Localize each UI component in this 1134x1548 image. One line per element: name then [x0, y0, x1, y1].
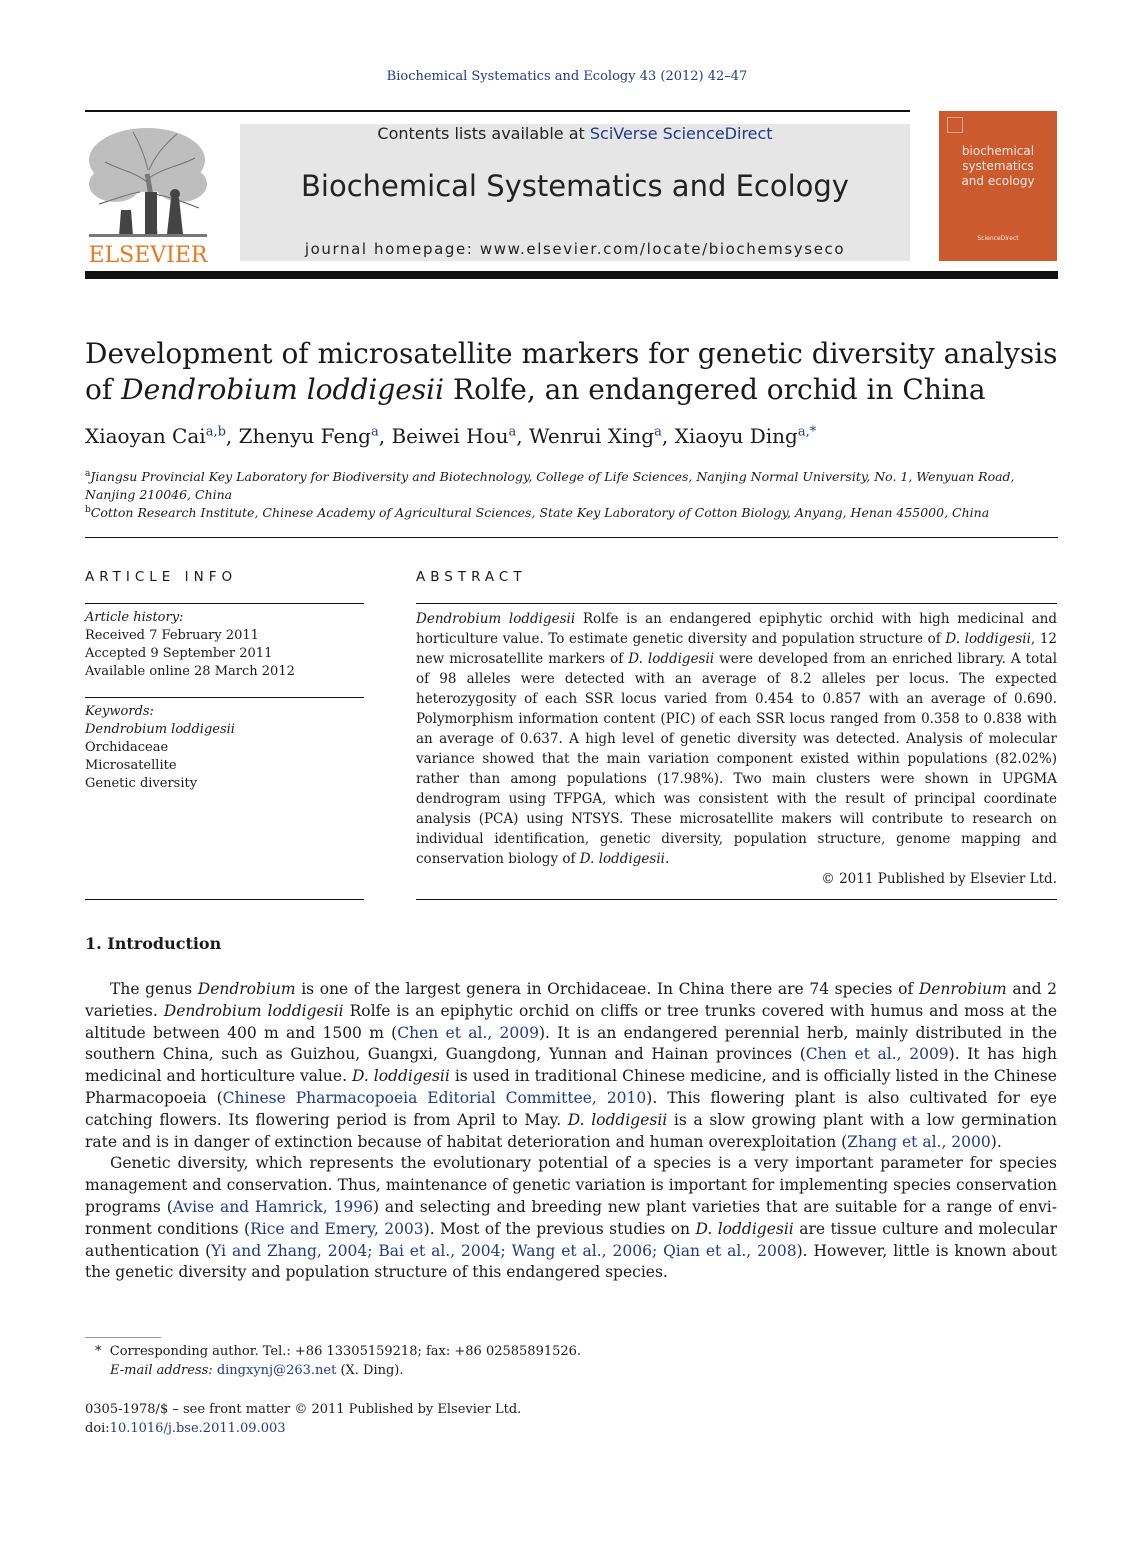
keyword: Dendrobium loddigesii [85, 722, 235, 737]
citation-link[interactable]: Chen et al., 2009 [397, 1023, 539, 1042]
footnote-text: Corresponding author. Tel.: +86 13305159218; fax: +86 02585891526. [109, 1344, 582, 1359]
author-separator: , [378, 424, 392, 448]
cover-footer: ScienceDirect [977, 235, 1019, 242]
affiliation-text: Cotton Research Institute, Chinese Academy of Agricultural Sciences, State Key Laboratory of Cotton Biology, Anyang, Henan 455000, China [90, 505, 990, 521]
species-name: D. loddigesii [628, 651, 715, 667]
species-name: Dendrobium loddigesii [163, 1001, 344, 1020]
author[interactable] [391, 424, 516, 448]
issn-line: 0305-1978/$ – see front matter © 2011 Published by Elsevier Ltd. [85, 1402, 522, 1417]
author-affil-mark[interactable]: a [508, 424, 517, 440]
citation-link[interactable]: Yi and Zhang, 2004; Bai et al., 2004; Wang et al., 2006; Qian et al., 2008 [211, 1241, 797, 1260]
species-name: D. loddigesii [695, 1219, 794, 1238]
author[interactable] [239, 424, 379, 448]
keywords-label: Keywords: [85, 704, 154, 719]
author-affil-mark[interactable] [798, 424, 816, 439]
doi-prefix: doi: [85, 1421, 110, 1436]
author-separator: , [516, 424, 529, 448]
author-list [85, 424, 1075, 448]
species-name: D. loddigesii [567, 1110, 668, 1129]
paragraph [85, 979, 1057, 1153]
author-separator: , [661, 424, 675, 448]
body-text: are tissue culture and molecular authentication ( [85, 1219, 1057, 1260]
history-online: Available online 28 March 2012 [85, 664, 295, 679]
history-accepted: Accepted 9 September 2011 [85, 646, 273, 661]
cover-title-line: biochemical [961, 144, 1035, 158]
footnote-rule [85, 1337, 161, 1338]
abstract-text: were developed from an enriched library. A total of 98 alleles were detected with an average of 8.2 alleles per locus. The expected heterozygosity of each SSR locus varied from 0.454 to 0.857 with an average of 0.690. Polymorphism information content (PIC) of each SSR locus ranged from 0.358 to 0.838 with an average of 0.637. A high level of genetic diversity was detected. Analysis of molecular variance showed that the main variation component existed within populations (82.02%) rather than among populations (17.98%). Two main clusters were shown in UPGMA dendrogram using TFPGA, which was consistent with the result of principal coordinate analysis (PCA) using NTSYS. These microsatellite makers will contribute to research on individual identification, genetic diversity, population structure, genome mapping and conservation biology of [416, 651, 1058, 867]
affiliation-b [85, 501, 1065, 522]
body-text: Rolfe is an epiphytic orchid on cliffs or tree trunks covered with humus and moss at the altitude between 400 m and 1500 m ( [85, 1001, 1057, 1042]
author-affil-mark[interactable]: a,b [205, 424, 226, 440]
body-text: ). This flowering plant is also cultivated for eye catching flowers. Its flowering period is from April to May. [85, 1088, 1057, 1129]
email-suffix: (X. Ding). [336, 1363, 404, 1378]
email-link[interactable]: dingxynj@263.net [216, 1363, 337, 1378]
header-top-rule [85, 110, 910, 112]
title-line-2 [85, 372, 1075, 408]
elsevier-tree-icon [85, 122, 211, 264]
body-text: ). It has high medicinal and horticulture value. [85, 1045, 1057, 1086]
author-affil-mark[interactable]: a [370, 424, 379, 440]
body-text: ) and selecting and breeding new plant varieties that are suitable for a range of envi-ronment conditions ( [85, 1197, 1057, 1238]
abstract-copyright: © 2011 Published by Elsevier Ltd. [821, 871, 1057, 887]
species-name: Denrobium [918, 980, 1007, 998]
abstract-text: , 12 new microsatellite markers of [416, 631, 1057, 667]
section-rule [85, 537, 1058, 538]
article-history [85, 609, 364, 681]
body-text: ). However, little is known about the genetic diversity and population structure of this endangered species. [85, 1241, 1057, 1282]
author[interactable] [675, 424, 817, 448]
doi-link[interactable]: 10.1016/j.bse.2011.09.003 [109, 1421, 286, 1436]
author[interactable] [85, 424, 226, 448]
cover-title-line: and ecology [961, 174, 1035, 188]
article-info-rule [85, 899, 364, 900]
affiliation-mark: b [85, 505, 91, 515]
author-name: Xiaoyan Cai [85, 424, 206, 448]
author-name: Zhenyu Feng [238, 424, 371, 448]
species-name: Dendrobium [197, 980, 296, 998]
article-info-rule [85, 697, 364, 698]
title-prefix: of [85, 373, 122, 406]
sciencedirect-link[interactable]: SciVerse ScienceDirect [589, 124, 773, 143]
citation-link[interactable]: Chinese Pharmacopoeia Editorial Committee, 2010 [222, 1088, 647, 1107]
affiliation-text: Jiangsu Provincial Key Laboratory for Biodiversity and Biotechnology, College of Life Sciences, Nanjing Normal University, No. 1, Wenyuan Road, [90, 469, 1015, 485]
journal-homepage[interactable]: journal homepage: www.elsevier.com/locate/biochemsyseco [304, 240, 846, 258]
keyword: Microsatellite [85, 758, 177, 773]
title-suffix: Rolfe, an endangered orchid in China [444, 373, 986, 406]
keyword: Genetic diversity [85, 776, 198, 791]
cover-title [939, 144, 1057, 189]
elsevier-wordmark: ELSEVIER [88, 243, 208, 264]
body-text: is used in traditional Chinese medicine, and is officially listed in the Chinese Pharmacopoeia ( [85, 1067, 1057, 1107]
affil-mark-text: a, [797, 424, 810, 440]
article-info-heading: ARTICLE INFO [85, 569, 238, 585]
body-text: is one of the largest genera in Orchidaceae. In China there are 74 species of [295, 980, 919, 998]
abstract-rule [416, 603, 1057, 604]
abstract-text: Rolfe is an endangered epiphytic orchid with high medicinal and horticulture value. To estimate genetic diversity and population structure of [416, 611, 1057, 647]
citation-link[interactable]: Chen et al., 2009 [805, 1045, 949, 1064]
history-received: Received 7 February 2011 [85, 628, 259, 643]
affiliation-text: Nanjing 210046, China [85, 487, 233, 503]
journal-cover-thumbnail [939, 111, 1057, 261]
body-text: ). It is an endangered perennial herb, mainly distributed in the southern China, such as Guizhou, Guangxi, Guangdong, Yunnan and Hainan provinces ( [85, 1023, 1058, 1064]
title-line-1: Development of microsatellite markers for genetic diversity analysis [85, 337, 1058, 370]
species-name: Dendrobium loddigesii [416, 611, 576, 627]
body-text: ). [990, 1132, 1002, 1151]
affiliation-a [85, 465, 1065, 504]
body-text: is a slow growing plant with a low germination rate and is in danger of extinction because of habitat deterioration and human overexploitation ( [85, 1110, 1057, 1151]
corresponding-star[interactable]: * [809, 424, 817, 440]
abstract-text: . [664, 851, 670, 867]
paragraph [85, 1153, 1057, 1284]
affiliation-mark: a [85, 469, 91, 479]
author-name: Beiwei Hou [391, 424, 509, 448]
author[interactable] [529, 424, 662, 448]
citation-link[interactable]: Rice and Emery, 2003 [250, 1219, 424, 1238]
elsevier-logo [85, 122, 211, 264]
citation-link[interactable]: Zhang et al., 2000 [847, 1132, 991, 1151]
keywords [85, 703, 364, 793]
email-label: E-mail address: [110, 1363, 217, 1378]
footnote-corresponding [95, 1342, 1055, 1380]
title-species: Dendrobium loddigesii [121, 373, 445, 406]
body-text: and 2 varieties. [85, 980, 1057, 1020]
footnote-star: * [95, 1344, 102, 1359]
abstract-rule [416, 899, 1057, 900]
author-name: Wenrui Xing [528, 424, 655, 448]
journal-citation[interactable]: Biochemical Systematics and Ecology 43 (2012) 42–47 [386, 69, 748, 84]
cover-logo-icon [947, 117, 963, 133]
article-info-rule [85, 603, 364, 604]
journal-banner [240, 124, 910, 261]
author-name: Xiaoyu Ding [674, 424, 798, 448]
contents-line [240, 124, 910, 143]
species-name: D. loddigesii [945, 631, 1031, 647]
introduction-body [85, 979, 1057, 1284]
section-heading-introduction: 1. Introduction [85, 934, 222, 953]
contents-prefix: Contents lists available at [377, 124, 590, 143]
body-text: The genus [110, 980, 198, 998]
front-matter [85, 1400, 1045, 1438]
author-separator: , [225, 424, 239, 448]
abstract-heading: ABSTRACT [416, 569, 527, 585]
author-affil-mark[interactable]: a [654, 424, 662, 440]
species-name: D. loddigesii [352, 1067, 450, 1086]
species-name: D. loddigesii [579, 851, 665, 867]
keyword: Orchidaceae [85, 740, 169, 755]
journal-name: Biochemical Systematics and Ecology [301, 169, 849, 203]
body-text: ). Most of the previous studies on [423, 1219, 696, 1238]
citation-link[interactable]: Avise and Hamrick, 1996 [172, 1197, 373, 1216]
body-text: Genetic diversity, which represents the evolutionary potential of a species is a very important parameter for species management and conservation. Thus, maintenance of genetic variation is important for implementing species conservation programs ( [85, 1154, 1057, 1216]
article-title [85, 336, 1075, 408]
cover-title-line: systematics [962, 159, 1034, 173]
abstract-body [416, 609, 1057, 889]
history-label: Article history: [85, 610, 184, 625]
header-bottom-bar [85, 271, 1058, 279]
